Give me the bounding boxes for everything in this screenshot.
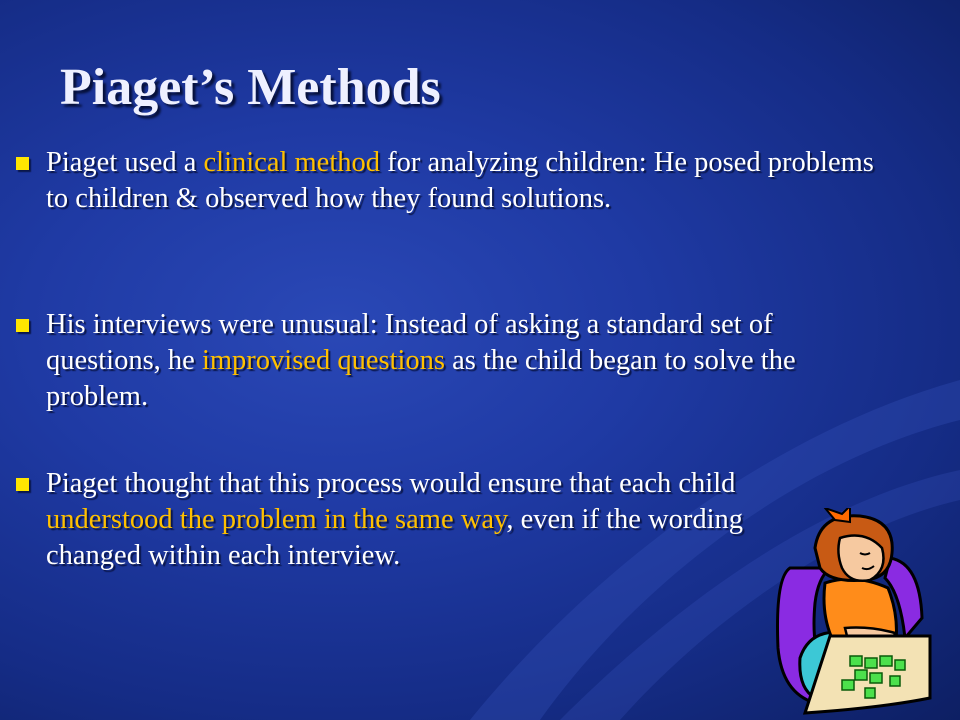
slide-title: Piaget’s Methods: [60, 59, 441, 116]
text-segment: Piaget used a: [46, 147, 204, 178]
text-segment: for analyzing children: He posed problems to children & observed how they found solutions.: [46, 147, 881, 214]
bullet-text: [46, 307, 886, 415]
text-segment: His interviews were unusual: Instead of asking a standard set of questions, he: [46, 309, 780, 376]
highlighted-phrase: understood the problem in the same way: [46, 504, 507, 535]
highlighted-phrase: improvised questions: [201, 345, 445, 376]
text-segment: Piaget thought that this process would ensure that each child: [46, 468, 743, 499]
text-segment: as the child began to solve the problem.: [46, 345, 803, 412]
text-segment: , even if the wording changed within each interview.: [46, 504, 751, 571]
square-bullet-icon: [16, 319, 29, 332]
square-bullet-icon: [16, 478, 29, 491]
highlighted-phrase: clinical method: [203, 147, 380, 178]
girl-puzzle-clipart: [770, 508, 940, 720]
square-bullet-icon: [16, 157, 29, 170]
bullet-text: [46, 466, 806, 574]
bullet-text: [46, 145, 886, 217]
